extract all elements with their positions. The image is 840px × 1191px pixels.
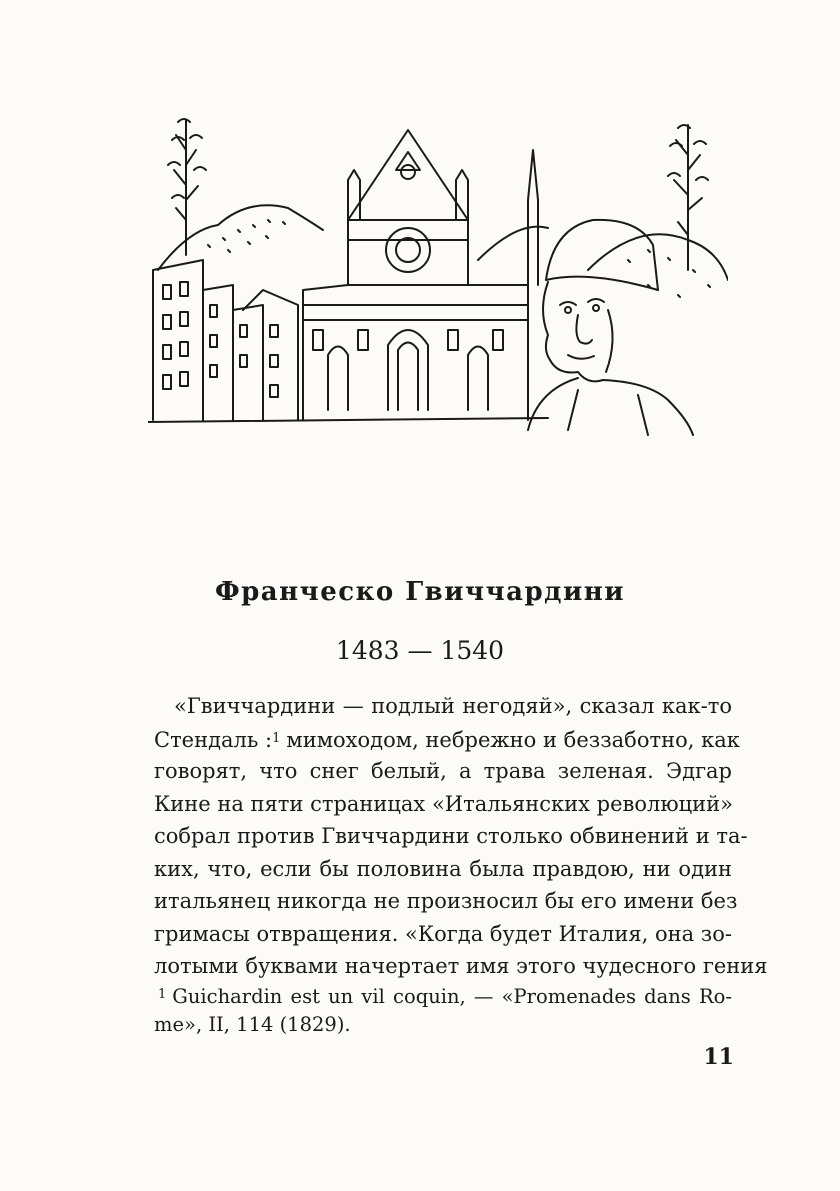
- text-line: гримасы отвращения. «Когда будет Италия, она зо-: [154, 921, 732, 946]
- page-number: 11: [703, 1044, 734, 1070]
- footnote-line: [154, 980, 732, 1010]
- text-line: собрал против Гвиччардини столько обвинений и та-: [154, 824, 748, 848]
- chapter-title: Франческо Гвиччардини: [214, 577, 626, 607]
- footnote-marker: 1: [158, 987, 167, 1002]
- text-line: говорят, что снег белый, а трава зеленая. Эдгар: [154, 759, 732, 783]
- text-line: лотыми буквами начертает имя этого чудесного гения: [154, 954, 768, 978]
- footnote-line: me», II, 114 (1829).: [154, 1013, 351, 1036]
- cathedral-portrait-drawing-icon: [148, 110, 728, 440]
- footnote-reference[interactable]: 1: [272, 730, 281, 746]
- text-line: [154, 723, 740, 756]
- text-fragment: мимоходом, небрежно и беззаботно, как: [286, 727, 740, 752]
- text-line: итальянец никогда не произносил бы его имени без: [154, 889, 738, 913]
- chapter-years: 1483 — 1540: [335, 636, 505, 665]
- footnote-text: Guichardin est un vil coquin, — «Promenades dans Ro-: [172, 985, 732, 1008]
- text-line: Кине на пяти страницах «Итальянских революций»: [154, 791, 733, 816]
- body-paragraph: [154, 690, 768, 983]
- footnote: [154, 980, 732, 1040]
- text-fragment: Стендаль :: [154, 727, 273, 752]
- text-line: «Гвиччардини — подлый негодяй», сказал как-то: [174, 694, 732, 718]
- header-illustration: [148, 110, 728, 440]
- text-line: ких, что, если бы половина была правдою, ни один: [154, 856, 732, 881]
